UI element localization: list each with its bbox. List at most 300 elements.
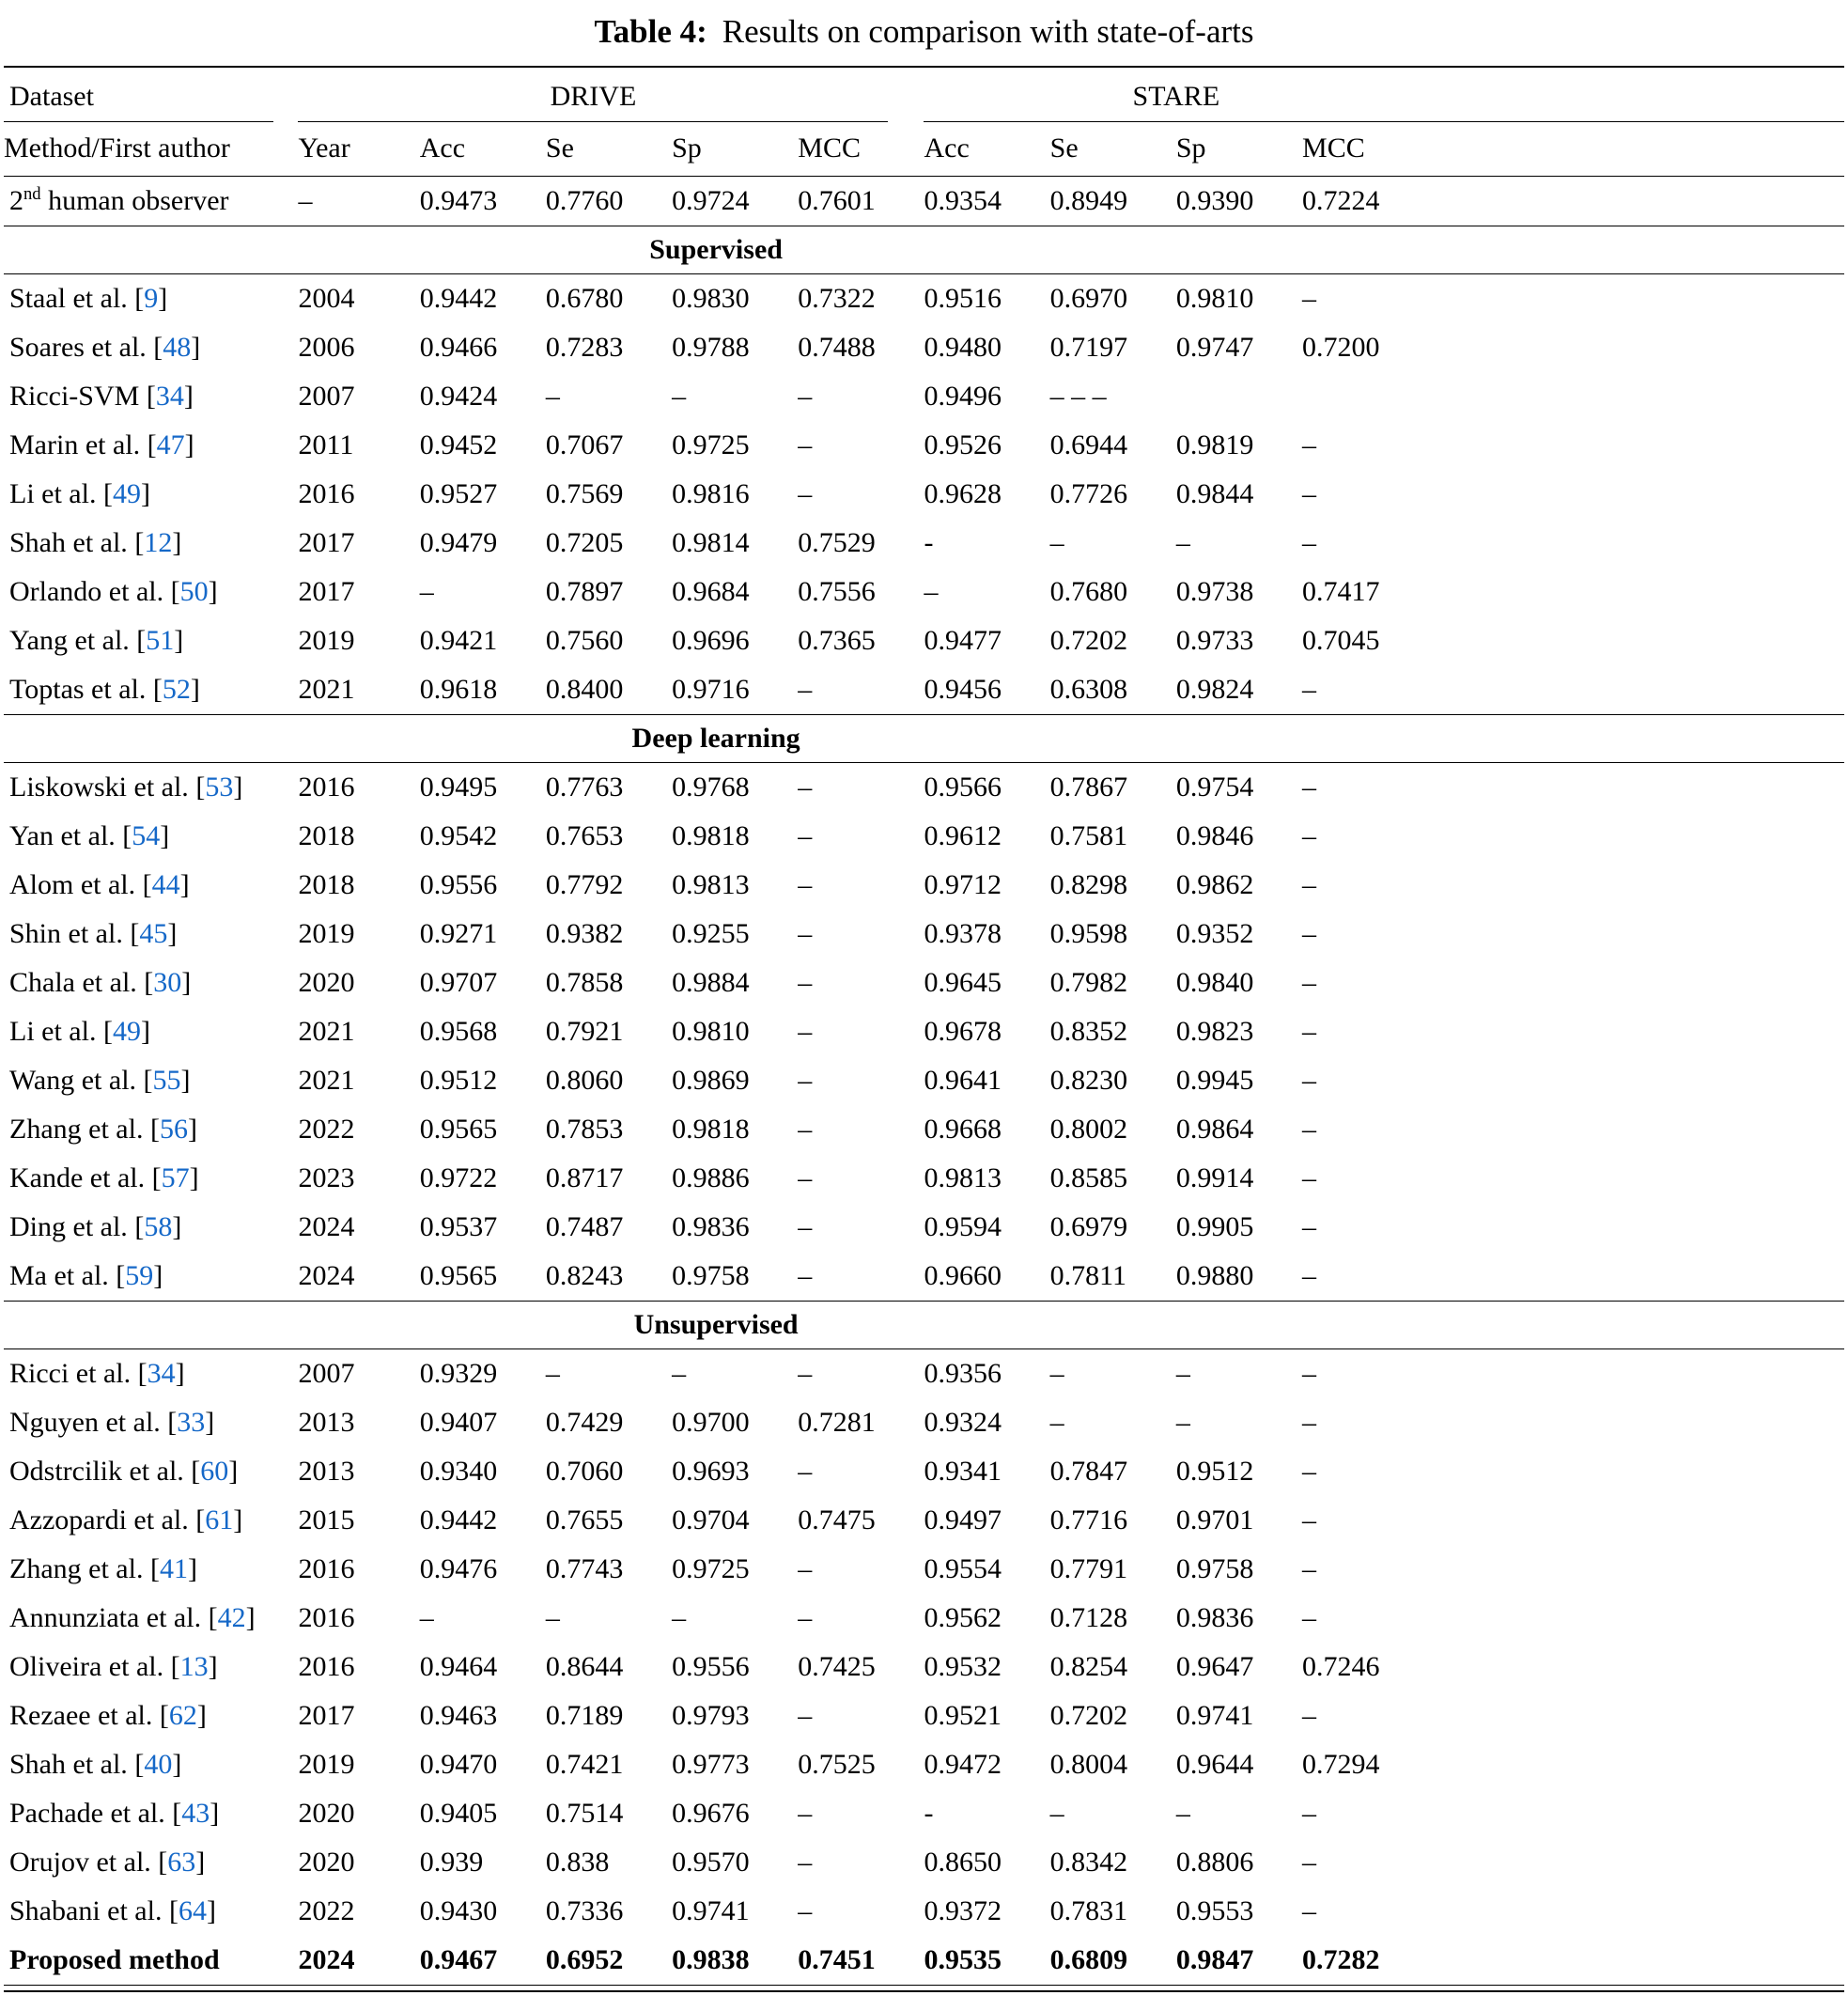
- metric-cell: 0.9819: [1175, 429, 1254, 460]
- spacer-cell: [1428, 1887, 1844, 1936]
- spacer-cell: [1428, 1105, 1844, 1154]
- table-row: [4, 470, 1844, 519]
- metric-cell: 0.8002: [1049, 1114, 1128, 1145]
- metric-cell: 0.9472: [924, 1749, 1002, 1780]
- metric-cell: 0.9846: [1175, 820, 1254, 851]
- citation-link[interactable]: 48: [163, 332, 192, 363]
- citation-link[interactable]: 12: [144, 527, 173, 558]
- metric-cell: 0.7867: [1049, 772, 1128, 803]
- citation-link[interactable]: 62: [168, 1700, 197, 1731]
- metric-cell: 0.9527: [419, 478, 498, 509]
- metric-cell: 0.6944: [1049, 429, 1128, 460]
- metric-cell: 0.9725: [672, 1553, 750, 1584]
- metric-cell: –: [798, 1602, 813, 1633]
- metric-cell: 0.9758: [1175, 1553, 1254, 1584]
- metric-cell: –: [1049, 1358, 1064, 1389]
- metric-cell: 0.939: [419, 1847, 484, 1878]
- metric-cell: 0.9456: [924, 674, 1002, 705]
- metric-cell: –: [798, 869, 813, 900]
- metric-cell: –: [1302, 772, 1317, 803]
- citation-link[interactable]: 30: [153, 967, 182, 998]
- year-cell: 2018: [298, 869, 355, 900]
- metric-cell: 0.7743: [545, 1553, 624, 1584]
- metric-cell: 0.9914: [1175, 1162, 1254, 1193]
- metric-cell: –: [798, 820, 813, 851]
- year-cell: 2011: [298, 429, 354, 460]
- method-cell: Zhang et al. [41]: [9, 1553, 197, 1584]
- metric-cell: 0.9724: [672, 185, 750, 216]
- section-label: Supervised: [4, 226, 1428, 274]
- table-row: [4, 421, 1844, 470]
- method-cell: Marin et al. [47]: [9, 429, 194, 460]
- section-header-row: [4, 1302, 1844, 1349]
- metric-cell: 0.9467: [420, 1936, 546, 1986]
- metric-cell: 0.7556: [798, 576, 876, 607]
- metric-cell: 0.9479: [419, 527, 498, 558]
- metric-cell: 0.9884: [672, 967, 750, 998]
- metric-cell: 0.9562: [924, 1602, 1002, 1633]
- metric-cell: 0.8717: [545, 1162, 624, 1193]
- metric-cell: 0.9741: [1175, 1700, 1254, 1731]
- method-cell: Yang et al. [51]: [9, 625, 184, 656]
- metric-cell: 0.9566: [924, 772, 1002, 803]
- metric-cell: 0.8352: [1049, 1016, 1128, 1047]
- year-cell: 2022: [298, 1895, 355, 1926]
- metric-cell: 0.7488: [798, 332, 876, 363]
- table-row: [4, 1643, 1844, 1691]
- spacer-cell: [1428, 470, 1844, 519]
- metric-cell: 0.9341: [924, 1456, 1002, 1487]
- table-row: [4, 1007, 1844, 1056]
- metric-cell: 0.9668: [924, 1114, 1002, 1145]
- metric-cell: 0.9725: [672, 429, 750, 460]
- year-cell: –: [298, 185, 313, 216]
- metric-cell: –: [1302, 1114, 1317, 1145]
- metric-cell: 0.9554: [924, 1553, 1002, 1584]
- citation-link[interactable]: 60: [200, 1456, 229, 1487]
- metric-cell: 0.6952: [546, 1936, 672, 1986]
- spacer-cell: [1428, 1936, 1844, 1986]
- metric-cell: 0.8650: [924, 1847, 1002, 1878]
- metric-cell: 0.7858: [545, 967, 624, 998]
- year-cell: 2016: [298, 1553, 355, 1584]
- stare-sp-header: Sp: [1176, 122, 1302, 177]
- drive-sp-header: Sp: [672, 122, 798, 177]
- citation-link[interactable]: 61: [205, 1504, 234, 1536]
- metric-cell: –: [1175, 1407, 1190, 1438]
- year-cell: 2006: [298, 332, 355, 363]
- table-row: [4, 323, 1844, 372]
- year-cell: 2021: [298, 1016, 355, 1047]
- metric-cell: 0.9553: [1175, 1895, 1254, 1926]
- method-cell: Ding et al. [58]: [9, 1211, 182, 1242]
- metric-cell: 0.9886: [672, 1162, 750, 1193]
- citation-link[interactable]: 54: [132, 820, 161, 851]
- dataset-rule: [4, 77, 273, 122]
- metric-cell: 0.7200: [1302, 332, 1380, 363]
- method-cell: Kande et al. [57]: [9, 1162, 199, 1193]
- citation-link[interactable]: 44: [151, 869, 180, 900]
- spacer-cell: [1428, 1252, 1844, 1302]
- citation-link[interactable]: 64: [178, 1895, 207, 1926]
- metric-cell: 0.9594: [924, 1211, 1002, 1242]
- spacer-cell: [1428, 1154, 1844, 1203]
- table-row: [4, 1936, 1844, 1986]
- spacer-cell: [1428, 1302, 1844, 1349]
- metric-cell: 0.9521: [924, 1700, 1002, 1731]
- citation-link[interactable]: 58: [144, 1211, 173, 1242]
- drive-rule: [298, 77, 888, 122]
- metric-cell: –: [1302, 1895, 1317, 1926]
- metric-cell: 0.9382: [545, 918, 624, 949]
- metric-cell: –: [1175, 1358, 1190, 1389]
- metric-cell: –: [798, 429, 813, 460]
- metric-cell: 0.8806: [1175, 1847, 1254, 1878]
- method-cell: Rezaee et al. [62]: [9, 1700, 207, 1731]
- metric-cell: 0.9758: [672, 1260, 750, 1291]
- spacer-cell: [1428, 1203, 1844, 1252]
- year-cell: 2016: [298, 1651, 355, 1682]
- spacer-cell: [1428, 1643, 1844, 1691]
- metric-cell: 0.9516: [924, 283, 1002, 314]
- metric-cell: 0.7811: [1049, 1260, 1127, 1291]
- metric-cell: –: [924, 576, 939, 607]
- metric-cell: 0.7653: [545, 820, 624, 851]
- metric-cell: 0.9880: [1175, 1260, 1254, 1291]
- metric-cell: 0.9814: [672, 527, 750, 558]
- metric-cell: 0.9464: [419, 1651, 498, 1682]
- year-cell: 2017: [298, 1700, 355, 1731]
- citation-link[interactable]: 57: [161, 1162, 190, 1193]
- citation-link[interactable]: 49: [112, 1016, 141, 1047]
- metric-cell: 0.9598: [1049, 918, 1128, 949]
- citation-link[interactable]: 34: [155, 381, 184, 412]
- metric-cell: –: [1302, 1602, 1317, 1633]
- table-bottom-rule: [4, 1990, 1844, 1992]
- metric-cell: 0.7045: [1302, 625, 1380, 656]
- year-cell: 2024: [298, 1936, 419, 1986]
- citation-link[interactable]: 13: [179, 1651, 209, 1682]
- drive-header: DRIVE: [550, 81, 637, 112]
- metric-cell: 0.9813: [672, 869, 750, 900]
- method-cell: Li et al. [49]: [9, 1016, 150, 1047]
- section-header-row: [4, 715, 1844, 763]
- metric-cell: –: [1302, 429, 1317, 460]
- metric-cell: –: [798, 1847, 813, 1878]
- table-row: [4, 1447, 1844, 1496]
- method-cell: Shah et al. [12]: [9, 527, 182, 558]
- metric-cell: 0.9818: [672, 1114, 750, 1145]
- metric-cell: 0.7560: [545, 625, 624, 656]
- table-head: [4, 67, 1844, 177]
- metric-cell: 0.9372: [924, 1895, 1002, 1926]
- dataset-header: Dataset: [9, 81, 94, 112]
- metric-cell: 0.8644: [545, 1651, 624, 1682]
- table-row: [4, 1740, 1844, 1789]
- metric-cell: 0.7202: [1049, 625, 1128, 656]
- spacer-cell: [1428, 1056, 1844, 1105]
- spacer-cell: [1428, 959, 1844, 1007]
- metric-cell: 0.9628: [924, 478, 1002, 509]
- table-caption: [4, 13, 1844, 51]
- metric-cell: [1176, 372, 1302, 421]
- metric-cell: 0.9869: [672, 1065, 750, 1096]
- metric-cell: 0.9477: [924, 625, 1002, 656]
- metric-cell: 0.7847: [1049, 1456, 1128, 1487]
- metric-cell: 0.7451: [798, 1936, 924, 1986]
- citation-link[interactable]: 42: [217, 1602, 246, 1633]
- table-row: [4, 616, 1844, 665]
- metric-cell: 0.9905: [1175, 1211, 1254, 1242]
- table-caption-text: Results on comparison with state-of-arts: [722, 13, 1254, 50]
- spacer-cell: [1428, 421, 1844, 470]
- year-cell: 2013: [298, 1407, 355, 1438]
- table-row: [4, 1594, 1844, 1643]
- results-table: [4, 66, 1844, 1986]
- metric-cell: –: [672, 381, 687, 412]
- citation-link[interactable]: 43: [181, 1798, 210, 1829]
- stare-rule-extension: [1428, 113, 1844, 122]
- stare-group-cell: [924, 67, 1428, 122]
- table-row: [4, 1496, 1844, 1545]
- metric-cell: –: [1302, 1407, 1317, 1438]
- method-cell: Shabani et al. [64]: [9, 1895, 216, 1926]
- metric-cell: 0.9700: [672, 1407, 750, 1438]
- spacer-header-cell: [1428, 122, 1844, 177]
- method-cell: Orujov et al. [63]: [9, 1847, 206, 1878]
- metric-cell: 0.9473: [419, 185, 498, 216]
- metric-cell: 0.9390: [1175, 185, 1254, 216]
- metric-cell: 0.7791: [1049, 1553, 1128, 1584]
- method-cell: Li et al. [49]: [9, 478, 150, 509]
- metric-cell: 0.7760: [545, 185, 624, 216]
- metric-cell: 0.9480: [924, 332, 1002, 363]
- metric-cell: 0.8060: [545, 1065, 624, 1096]
- metric-cell: –: [798, 381, 813, 412]
- metric-cell: 0.9556: [672, 1651, 750, 1682]
- year-cell: 2020: [298, 1847, 355, 1878]
- metric-cell: 0.7294: [1302, 1749, 1380, 1780]
- metric-cell: 0.6780: [545, 283, 624, 314]
- metric-cell: 0.7205: [545, 527, 624, 558]
- metric-cell: 0.7417: [1302, 576, 1380, 607]
- metric-cell: 0.9773: [672, 1749, 750, 1780]
- metric-cell: 0.7763: [545, 772, 624, 803]
- metric-cell: 0.9716: [672, 674, 750, 705]
- metric-cell: 0.8949: [1049, 185, 1128, 216]
- metric-cell: –: [1302, 967, 1317, 998]
- year-cell: 2015: [298, 1504, 355, 1536]
- table-row: [4, 519, 1844, 568]
- year-cell: 2017: [298, 527, 355, 558]
- metric-cell: –: [798, 918, 813, 949]
- metric-cell: 0.9836: [672, 1211, 750, 1242]
- metric-cell: 0.9945: [1175, 1065, 1254, 1096]
- metric-cell: 0.9823: [1175, 1016, 1254, 1047]
- year-cell: 2019: [298, 918, 355, 949]
- metric-cell: –: [798, 1895, 813, 1926]
- table-caption-label: Table 4:: [594, 13, 707, 50]
- year-cell: 2022: [298, 1114, 355, 1145]
- metric-cell: 0.9532: [924, 1651, 1002, 1682]
- spacer-cell: [1428, 274, 1844, 324]
- metric-cell: 0.9463: [419, 1700, 498, 1731]
- year-cell: 2023: [298, 1162, 355, 1193]
- metric-cell: 0.7336: [545, 1895, 624, 1926]
- table-row: [4, 861, 1844, 910]
- method-cell: Shin et al. [45]: [9, 918, 178, 949]
- citation-link[interactable]: 52: [162, 674, 191, 705]
- dataset-group-cell: [4, 67, 298, 122]
- metric-cell: 0.8254: [1049, 1651, 1128, 1682]
- metric-cell: 0.7281: [798, 1407, 876, 1438]
- metric-cell: –: [1049, 1798, 1064, 1829]
- spacer-cell: [1428, 1691, 1844, 1740]
- metric-cell: 0.7655: [545, 1504, 624, 1536]
- citation-link[interactable]: 41: [159, 1553, 188, 1584]
- metric-cell: 0.9452: [419, 429, 498, 460]
- metric-cell: 0.9496: [924, 381, 1002, 412]
- metric-cell: –: [798, 1211, 813, 1242]
- citation-link[interactable]: 45: [139, 918, 168, 949]
- metric-cell: 0.7282: [1302, 1936, 1428, 1986]
- metric-cell: –: [798, 1456, 813, 1487]
- year-cell: 2016: [298, 478, 355, 509]
- metric-cell: 0.9830: [672, 283, 750, 314]
- metric-cell: 0.9568: [419, 1016, 498, 1047]
- year-cell: 2007: [298, 1358, 355, 1389]
- citation-link[interactable]: 59: [125, 1260, 154, 1291]
- metric-cell: –: [1302, 1553, 1317, 1584]
- metric-cell: 0.7322: [798, 283, 876, 314]
- method-cell: Ma et al. [59]: [9, 1260, 163, 1291]
- metric-cell: –: [798, 1114, 813, 1145]
- metric-cell: 0.9378: [924, 918, 1002, 949]
- metric-cell: 0.9352: [1175, 918, 1254, 949]
- metric-cell: 0.9565: [419, 1260, 498, 1291]
- metric-cell: 0.9844: [1175, 478, 1254, 509]
- method-cell: Ricci-SVM [34]: [9, 381, 194, 412]
- metric-cell: 0.7429: [545, 1407, 624, 1438]
- metric-cell: –: [1302, 1847, 1317, 1878]
- metric-cell: 0.9741: [672, 1895, 750, 1926]
- table-row: [4, 763, 1844, 813]
- metric-cell: 0.9612: [924, 820, 1002, 851]
- citation-link[interactable]: 63: [167, 1847, 196, 1878]
- metric-cell: 0.6809: [1050, 1936, 1176, 1986]
- drive-se-header: Se: [546, 122, 672, 177]
- citation-link[interactable]: 55: [152, 1065, 181, 1096]
- method-cell: Staal et al. [9]: [9, 283, 168, 314]
- citation-link[interactable]: 49: [112, 478, 141, 509]
- metric-cell: 0.9421: [419, 625, 498, 656]
- year-cell: 2016: [298, 772, 355, 803]
- method-cell: Annunziata et al. [42]: [9, 1602, 256, 1633]
- metric-cell: –: [1175, 527, 1190, 558]
- metric-cell: 0.7525: [798, 1749, 876, 1780]
- citation-link[interactable]: 53: [205, 772, 234, 803]
- metric-cell: 0.9676: [672, 1798, 750, 1829]
- metric-cell: –: [545, 1602, 560, 1633]
- method-cell: Shah et al. [40]: [9, 1749, 182, 1780]
- table-row: [4, 1838, 1844, 1887]
- citation-link[interactable]: 34: [147, 1358, 176, 1389]
- metric-cell: –: [1302, 1162, 1317, 1193]
- spacer-cell: [1428, 1007, 1844, 1056]
- metric-cell: –: [545, 381, 560, 412]
- metric-cell: –: [419, 576, 434, 607]
- method-cell: Oliveira et al. [13]: [9, 1651, 218, 1682]
- table-row: [4, 1105, 1844, 1154]
- metric-cell: 0.7224: [1302, 185, 1380, 216]
- metric-cell: 0.7831: [1049, 1895, 1128, 1926]
- spacer-cell: [1428, 519, 1844, 568]
- table-row: [4, 1154, 1844, 1203]
- method-cell: Nguyen et al. [33]: [9, 1407, 215, 1438]
- metric-cell: 0.9354: [924, 185, 1002, 216]
- metric-cell: –: [798, 1358, 813, 1389]
- spacer-cell: [1428, 177, 1844, 226]
- metric-cell: 0.7487: [545, 1211, 624, 1242]
- citation-link[interactable]: 56: [159, 1114, 188, 1145]
- citation-link[interactable]: 50: [179, 576, 209, 607]
- group-header-row: [4, 67, 1844, 122]
- spacer-cell: [1428, 1349, 1844, 1399]
- table-row: [4, 1203, 1844, 1252]
- year-column-header: Year: [298, 122, 419, 177]
- year-cell: 2019: [298, 1749, 355, 1780]
- method-cell: Azzopardi et al. [61]: [9, 1504, 243, 1536]
- metric-cell: 0.6308: [1049, 674, 1128, 705]
- method-cell: Proposed method: [4, 1936, 298, 1986]
- metric-cell: –: [1302, 820, 1317, 851]
- metric-cell: 0.9818: [672, 820, 750, 851]
- citation-link[interactable]: 47: [156, 429, 185, 460]
- section-label: Unsupervised: [4, 1302, 1428, 1349]
- spacer-cell: [1428, 861, 1844, 910]
- metric-cell: 0.9660: [924, 1260, 1002, 1291]
- metric-cell: –: [1302, 527, 1317, 558]
- citation-link[interactable]: 51: [146, 625, 175, 656]
- metric-cell: –: [1302, 1700, 1317, 1731]
- metric-cell: – – –: [1049, 381, 1107, 412]
- spacer-cell: [1428, 1740, 1844, 1789]
- metric-cell: 0.7897: [545, 576, 624, 607]
- citation-link[interactable]: 33: [177, 1407, 206, 1438]
- metric-cell: 0.9565: [419, 1114, 498, 1145]
- metric-cell: 0.8004: [1049, 1749, 1128, 1780]
- spacer-cell: [1428, 1496, 1844, 1545]
- year-cell: 2024: [298, 1260, 355, 1291]
- spacer-cell: [1428, 910, 1844, 959]
- citation-link[interactable]: 9: [144, 283, 159, 314]
- metric-cell: 0.8298: [1049, 869, 1128, 900]
- table-row: [4, 1349, 1844, 1399]
- metric-cell: 0.9678: [924, 1016, 1002, 1047]
- method-cell: Liskowski et al. [53]: [9, 772, 243, 803]
- year-cell: 2024: [298, 1211, 355, 1242]
- citation-link[interactable]: 40: [144, 1749, 173, 1780]
- metric-cell: 0.7726: [1049, 478, 1128, 509]
- metric-cell: –: [1302, 1260, 1317, 1291]
- year-cell: 2016: [298, 1602, 355, 1633]
- metric-cell: –: [798, 1162, 813, 1193]
- metric-cell: 0.9816: [672, 478, 750, 509]
- drive-mcc-header: MCC: [798, 122, 924, 177]
- table-row: [4, 1545, 1844, 1594]
- metric-cell: 0.9644: [1175, 1749, 1254, 1780]
- metric-cell: 0.7581: [1049, 820, 1128, 851]
